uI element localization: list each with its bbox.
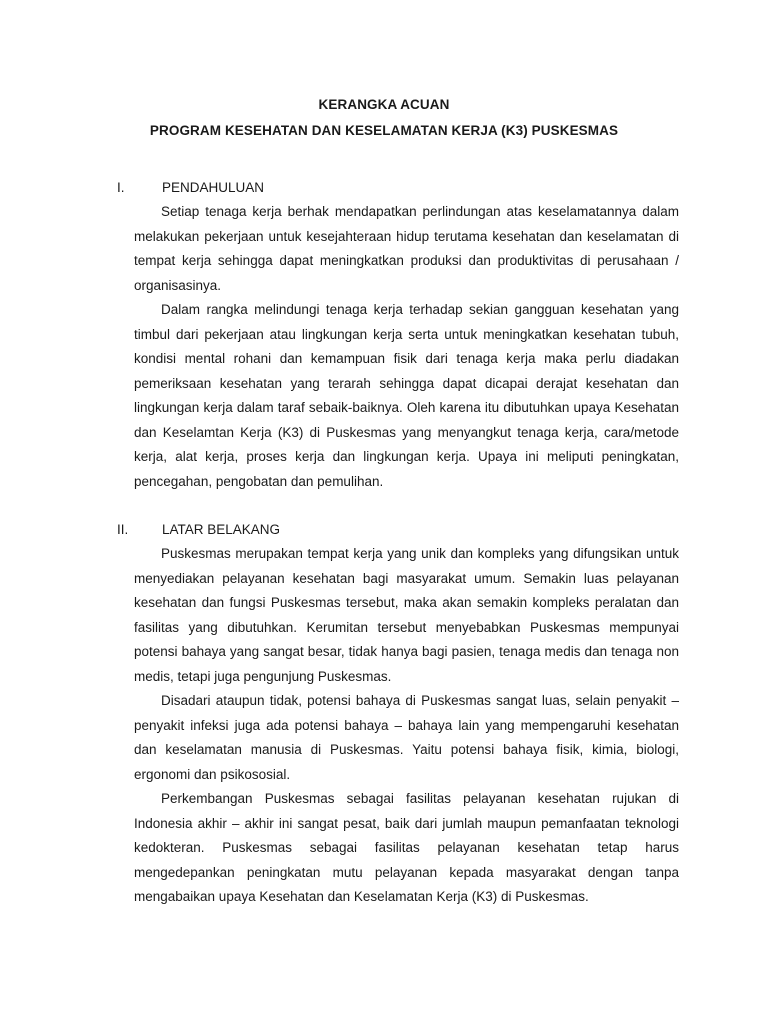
section-title: PENDAHULUAN <box>162 180 265 195</box>
paragraph: Dalam rangka melindungi tenaga kerja terhadap sekian gangguan kesehatan yang timbul dari pekerjaan atau lingkungan kerja serta untuk meningkatkan kesehatan tubuh, kondisi mental rohani dan kemampuan fisik dari tenaga kerja maka perlu diadakan pemeriksaan kesehatan yang terarah sehingga dapat dicapai derajat kesehatan dan lingkungan kerja dalam taraf sebaik-baiknya. Oleh karena itu dibutuhkan upaya Kesehatan dan Keselamtan Kerja (K3) di Puskesmas yang menyangkut tenaga kerja, cara/metode kerja, alat kerja, proses kerja dan lingkungan kerja. Upaya ini meliputi peningkatan, pencegahan, pengobatan dan pemulihan. <box>134 302 679 489</box>
section-heading <box>0 518 768 542</box>
section-body <box>134 200 679 494</box>
section-number: II. <box>117 522 129 537</box>
paragraph: Puskesmas merupakan tempat kerja yang unik dan kompleks yang difungsikan untuk menyediakan pelayanan kesehatan bagi masyarakat umum. Semakin luas pelayanan kesehatan dan fungsi Puskesmas tersebut, maka akan semakin kompleks peralatan dan fasilitas yang dibutuhkan. Kerumitan tersebut menyebabkan Puskesmas mempunyai potensi bahaya yang sangat besar, tidak hanya bagi pasien, tenaga medis dan tenaga non medis, tetapi juga pengunjung Puskesmas. <box>134 546 679 684</box>
title-block <box>0 92 768 144</box>
section-title: LATAR BELAKANG <box>162 522 281 537</box>
section-body <box>134 542 679 910</box>
section-number: I. <box>117 180 125 195</box>
section-heading <box>0 176 768 200</box>
paragraph: Perkembangan Puskesmas sebagai fasilitas pelayanan kesehatan rujukan di Indonesia akhir – akhir ini sangat pesat, baik dari jumlah maupun pemanfaatan teknologi kedokteran. Puskesmas sebagai fasilitas pelayanan kesehatan tetap harus mengedepankan peningkatan mutu pelayanan kepada masyarakat dengan tanpa mengabaikan upaya Kesehatan dan Keselamatan Kerja (K3) di Puskesmas. <box>134 791 679 904</box>
paragraph: Setiap tenaga kerja berhak mendapatkan perlindungan atas keselamatannya dalam melakukan pekerjaan untuk kesejahteraan hidup terutama kesehatan dan keselamatan di tempat kerja sehingga dapat meningkatkan produksi dan produktivitas di perusahaan / organisasinya. <box>134 204 679 293</box>
section-latar-belakang <box>0 518 768 910</box>
document-title: KERANGKA ACUAN <box>318 97 450 112</box>
section-pendahuluan <box>0 176 768 494</box>
document-subtitle: PROGRAM KESEHATAN DAN KESELAMATAN KERJA (K3) PUSKESMAS <box>149 123 619 138</box>
paragraph: Disadari ataupun tidak, potensi bahaya di Puskesmas sangat luas, selain penyakit – penyakit infeksi juga ada potensi bahaya – bahaya lain yang mempengaruhi kesehatan dan keselamatan manusia di Puskesmas. Yaitu potensi bahaya fisik, kimia, biologi, ergonomi dan psikososial. <box>134 693 679 782</box>
